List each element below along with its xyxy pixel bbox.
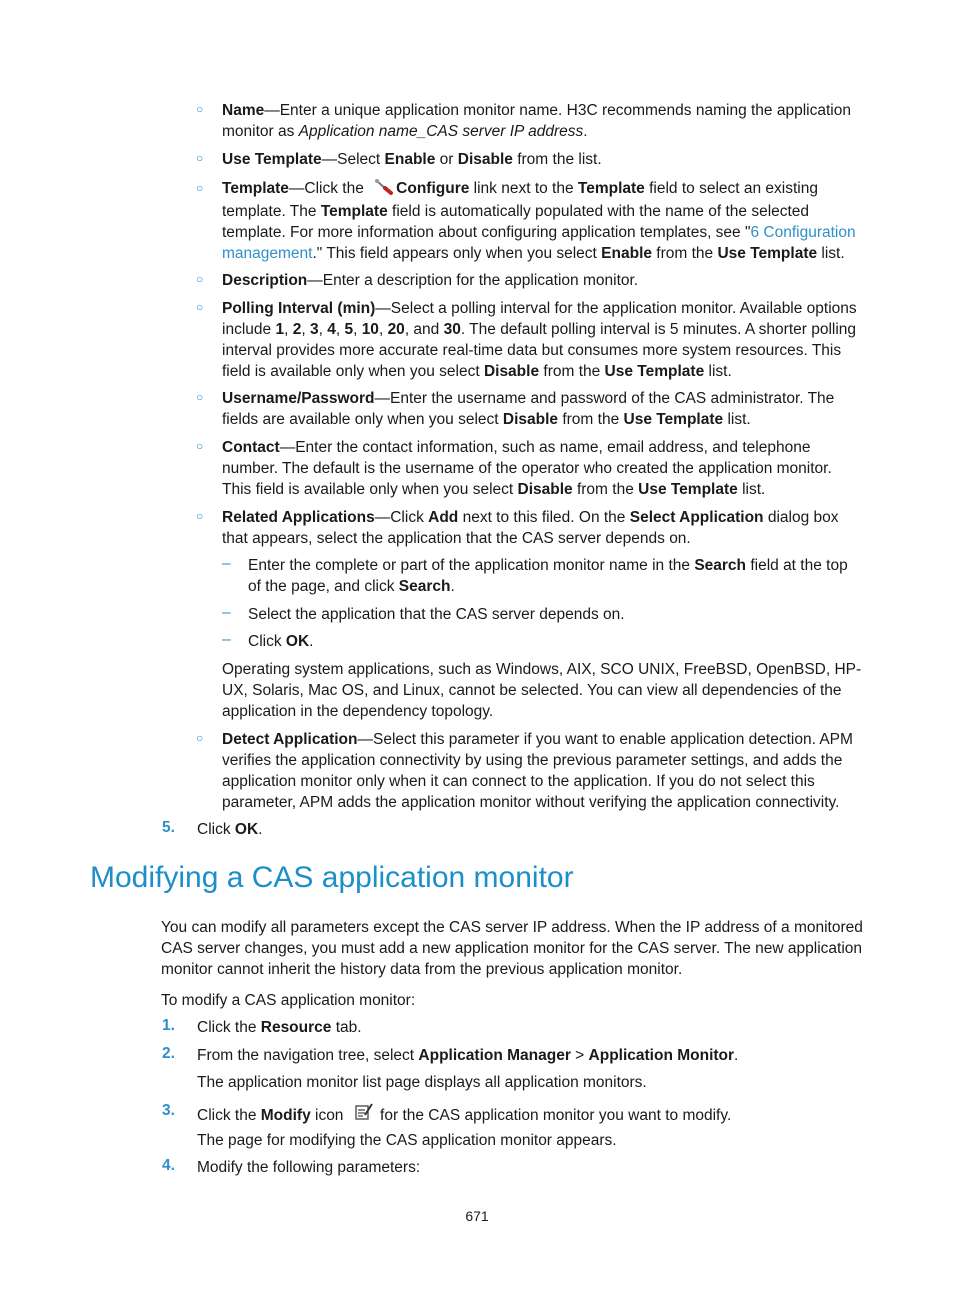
step-4: Modify the following parameters:	[197, 1159, 421, 1176]
step-number: 2.	[162, 1045, 175, 1062]
step-1: Click the Resource tab.	[197, 1019, 362, 1036]
step-number: 3.	[162, 1102, 175, 1119]
bullet-circle: ○	[196, 439, 204, 453]
step-number: 1.	[162, 1017, 175, 1034]
step-number: 5.	[162, 819, 175, 836]
bullet-circle: ○	[196, 151, 204, 165]
bullet-circle: ○	[196, 509, 204, 523]
page-number: 671	[465, 1208, 489, 1224]
sub-list-item-search: Enter the complete or part of the application monitor name in the Search field at the top of the page, and click Search.	[248, 557, 848, 595]
list-item-contact: Contact—Enter the contact information, such as name, email address, and telephone number. The default is the username of the operator who created the application monitor. This field is available only when you select Disable from the Use Template list.	[222, 439, 832, 498]
list-item-polling-interval: Polling Interval (min)—Select a polling interval for the application monitor. Available options include 1, 2, 3, 4, 5, 10, 20, and 30. The default polling interval is 5 minutes. A shorter polling interval provides more accurate real-time data but consumes more system resources. This field is available only when you select Disable from the Use Template list.	[222, 300, 857, 380]
list-item-description: Description—Enter a description for the application monitor.	[222, 272, 639, 289]
section-intro: You can modify all parameters except the CAS server IP address. When the IP address of a monitored CAS server changes, you must add a new application monitor for the CAS server. The new application monitor cannot inherit the history data from the previous application monitor.	[161, 919, 863, 978]
bullet-circle: ○	[196, 390, 204, 404]
configure-icon	[374, 179, 394, 201]
bullet-circle: ○	[196, 731, 204, 745]
step-5: Click OK.	[197, 821, 263, 838]
sub-list-item-click-ok: Click OK.	[248, 633, 314, 650]
section-lead: To modify a CAS application monitor:	[161, 992, 416, 1009]
list-item-use-template: Use Template—Select Enable or Disable from the list.	[222, 151, 602, 168]
step-2-note: The application monitor list page displays all application monitors.	[197, 1074, 647, 1091]
list-item-template: Template—Click the Configure link next to the Template field to select an existing template. The Template field is automatically populated with the name of the selected template. For more information about configuring application templates, see "6 Configuration management." This field appears only when you select Enable from the Use Template list.	[222, 180, 856, 262]
step-2: From the navigation tree, select Application Manager > Application Monitor.	[197, 1047, 739, 1064]
bullet-dash: –	[222, 631, 231, 648]
step-3-note: The page for modifying the CAS application monitor appears.	[197, 1132, 617, 1149]
modify-icon	[354, 1102, 374, 1128]
step-number: 4.	[162, 1157, 175, 1174]
bullet-circle: ○	[196, 272, 204, 286]
sub-list-item-select: Select the application that the CAS server depends on.	[248, 606, 625, 623]
bullet-dash: –	[222, 604, 231, 621]
section-heading: Modifying a CAS application monitor	[90, 861, 574, 894]
step-3: Click the Modify icon for the CAS application monitor you want to modify.	[197, 1102, 864, 1128]
list-item-name: Name—Enter a unique application monitor name. H3C recommends naming the application monitor as Application name_CAS server IP address.	[222, 102, 851, 140]
bullet-circle: ○	[196, 181, 204, 195]
bullet-circle: ○	[196, 300, 204, 314]
bullet-circle: ○	[196, 102, 204, 116]
bullet-dash: –	[222, 555, 231, 572]
configuration-management-link[interactable]: 6 Configuration management	[222, 224, 856, 262]
list-item-related-applications: Related Applications—Click Add next to this filed. On the Select Application dialog box that appears, select the application that the CAS server depends on.	[222, 509, 839, 547]
list-item-detect-application: Detect Application—Select this parameter if you want to enable application detection. APM verifies the application connectivity by using the previous parameter settings, and adds the application monitor only when it can connect to the application. If you do not select this parameter, APM adds the application monitor without verifying the application connectivity.	[222, 731, 853, 811]
list-item-username-password: Username/Password—Enter the username and password of the CAS administrator. The fields are available only when you select Disable from the Use Template list.	[222, 390, 835, 428]
related-note: Operating system applications, such as Windows, AIX, SCO UNIX, FreeBSD, OpenBSD, HP-UX, Solaris, Mac OS, and Linux, cannot be selected. You can view all dependencies of the application in the dependency topology.	[222, 661, 862, 720]
